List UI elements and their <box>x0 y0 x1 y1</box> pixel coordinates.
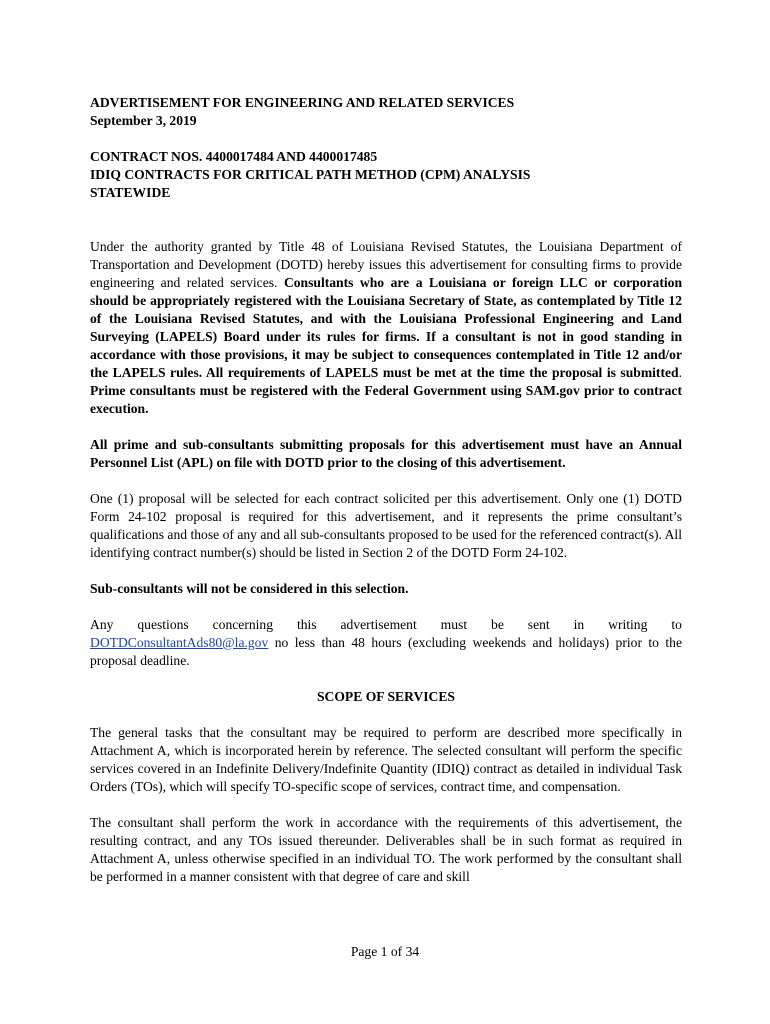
document-body <box>90 94 682 886</box>
contract-type: IDIQ CONTRACTS FOR CRITICAL PATH METHOD (CPM) ANALYSIS <box>90 167 531 182</box>
authority-paragraph: Under the authority granted by Title 48 of Louisiana Revised Statutes, the Louisiana Department of Transportation and Development (DOTD) hereby issues this advertisement for consulting firms to provide engineering and related services. Consultants who are a Louisiana or foreign LLC or corporation should be appropriately registered with the Louisiana Secretary of State, as contemplated by Title 12 of the Louisiana Revised Statutes, and with the Louisiana Professional Engineering and Land Surveying (LAPELS) Board under its rules for firms. If a consultant is not in good standing in accordance with those provisions, it may be subject to consequences contemplated in Title 12 and/or the LAPELS rules. All requirements of LAPELS must be met at the time the proposal is submitted. Prime consultants must be registered with the Federal Government using SAM.gov prior to contract execution. <box>90 239 683 416</box>
proposal-selection-paragraph: One (1) proposal will be selected for each contract solicited per this advertisement. Only one (1) DOTD Form 24-102 proposal is required for this advertisement, and it represents the prime consultant’s qualifications and those of any and all sub-consultants proposed to be used for the referenced contract(s). All identifying contract number(s) should be listed in Section 2 of the DOTD Form 24-102. <box>90 491 682 560</box>
ad-date: September 3, 2019 <box>90 113 197 128</box>
contract-location: STATEWIDE <box>90 185 171 200</box>
contract-numbers: CONTRACT NOS. 4400017484 AND 4400017485 <box>90 149 378 164</box>
questions-first-line: Any questions concerning this advertisement must be sent in writing to <box>90 617 682 632</box>
performance-paragraph: The consultant shall perform the work in accordance with the requirements of this advertisement, the resulting contract, and any TOs issued thereunder. Deliverables shall be in such format as required in Attachment A, unless otherwise specified in an individual TO. The work performed by the consultant shall be performed in a manner consistent with that degree of care and skill <box>90 815 682 884</box>
ad-title: ADVERTISEMENT FOR ENGINEERING AND RELATED SERVICES <box>90 95 515 110</box>
general-tasks-paragraph: The general tasks that the consultant may be required to perform are described more specifically in Attachment A, which is incorporated herein by reference. The selected consultant will perform the specific services covered in an Indefinite Delivery/Indefinite Quantity (IDIQ) contract as detailed in individual Task Orders (TOs), which will specify TO-specific scope of services, contract time, and compensation. <box>90 725 682 794</box>
apl-requirement-paragraph: All prime and sub-consultants submitting proposals for this advertisement must have an Annual Personnel List (APL) on file with DOTD prior to the closing of this advertisement. <box>90 437 682 470</box>
scope-heading: SCOPE OF SERVICES <box>316 689 455 704</box>
questions-paragraph: Any questions concerning this advertisement must be sent in writing to DOTDConsultantAds80@la.gov no less than 48 hours (excluding weekends and holidays) prior to the proposal deadline. <box>90 617 682 668</box>
subconsultant-notice: Sub-consultants will not be considered in this selection. <box>90 581 409 596</box>
page-number: Page 1 of 34 <box>350 944 420 959</box>
contact-email-link[interactable]: DOTDConsultantAds80@la.gov <box>90 635 269 650</box>
